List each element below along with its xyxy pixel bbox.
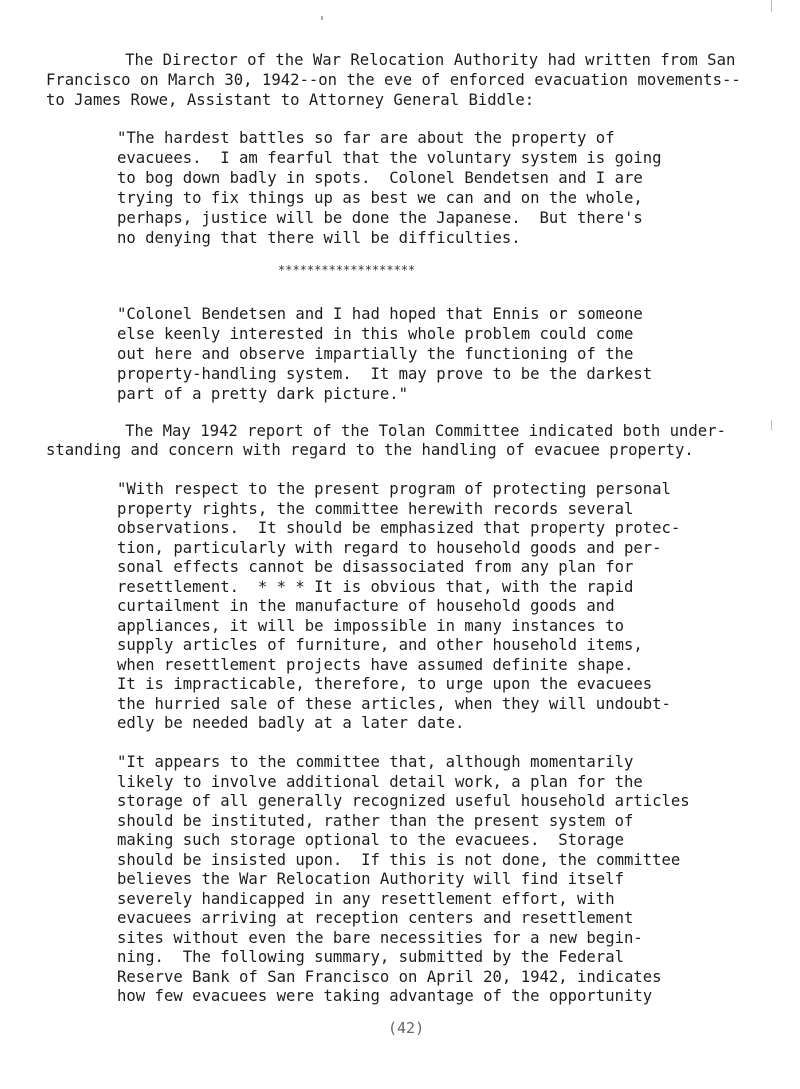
quote1-line-4: trying to fix things up as best we can and on the whole,: [117, 189, 643, 207]
tolan-line-1: The May 1942 report of the Tolan Committee indicated both under-: [50, 422, 726, 440]
quote3-line-11: It is impracticable, therefore, to urge upon the evacuees: [117, 675, 653, 693]
quote2-line-5: part of a pretty dark picture.": [117, 385, 409, 403]
quote4-line-12: Reserve Bank of San Francisco on April 20, 1942, indicates: [117, 968, 662, 986]
quote4-line-3: storage of all generally recognized useful household articles: [117, 792, 690, 810]
quote3-line-5: sonal effects cannot be disassociated from any plan for: [117, 558, 634, 576]
scan-edge-mark: [771, 420, 772, 430]
quote1-line-3: to bog down badly in spots. Colonel Bendetsen and I are: [117, 169, 643, 187]
quote3-line-7: curtailment in the manufacture of household goods and: [117, 597, 615, 615]
tolan-line-2: standing and concern with regard to the handling of evacuee property.: [46, 441, 694, 459]
quote4-line-6: should be insisted upon. If this is not done, the committee: [117, 851, 681, 869]
quote2-line-4: property-handling system. It may prove to be the darkest: [117, 365, 653, 383]
quote4-line-11: ning. The following summary, submitted by the Federal: [117, 948, 624, 966]
intro-line-2: Francisco on March 30, 1942--on the eve of enforced evacuation movements--: [46, 71, 741, 89]
scan-speck: [321, 16, 323, 20]
intro-line-1: The Director of the War Relocation Authority had written from San: [50, 51, 736, 69]
quote3-line-8: appliances, it will be impossible in many instances to: [117, 617, 624, 635]
quote2-line-2: else keenly interested in this whole problem could come: [117, 325, 634, 343]
quote2-line-3: out here and observe impartially the functioning of the: [117, 345, 634, 363]
quote4-line-9: evacuees arriving at reception centers and resettlement: [117, 909, 634, 927]
quote2-line-1: "Colonel Bendetsen and I had hoped that Ennis or someone: [117, 305, 643, 323]
scan-edge-mark: [771, 0, 772, 12]
quote3-line-4: tion, particularly with regard to household goods and per-: [117, 539, 662, 557]
quote4-line-4: should be instituted, rather than the present system of: [117, 812, 634, 830]
quote3-line-13: edly be needed badly at a later date.: [117, 714, 465, 732]
quote4-line-2: likely to involve additional detail work, a plan for the: [117, 773, 643, 791]
quote3-line-10: when resettlement projects have assumed definite shape.: [117, 656, 634, 674]
quote4-line-5: making such storage optional to the evacuees. Storage: [117, 831, 624, 849]
quote1-line-1: "The hardest battles so far are about the property of: [117, 129, 615, 147]
quote1-line-2: evacuees. I am fearful that the voluntary system is going: [117, 149, 662, 167]
quote4-line-1: "It appears to the committee that, although momentarily: [117, 753, 634, 771]
quote3-line-2: property rights, the committee herewith records several: [117, 500, 634, 518]
quote4-line-8: severely handicapped in any resettlement effort, with: [117, 890, 615, 908]
asterisk-separator: *******************: [278, 263, 416, 277]
quote3-line-6: resettlement. * * * It is obvious that, with the rapid: [117, 578, 634, 596]
quote3-line-9: supply articles of furniture, and other household items,: [117, 636, 643, 654]
quote4-line-10: sites without even the bare necessities for a new begin-: [117, 929, 643, 947]
quote3-line-3: observations. It should be emphasized that property protec-: [117, 519, 681, 537]
page-number: (42): [388, 1019, 425, 1037]
intro-line-3: to James Rowe, Assistant to Attorney General Biddle:: [46, 91, 535, 109]
quote4-line-7: believes the War Relocation Authority will find itself: [117, 870, 624, 888]
quote3-line-1: "With respect to the present program of protecting personal: [117, 480, 671, 498]
quote4-line-13: how few evacuees were taking advantage of the opportunity: [117, 987, 653, 1005]
quote1-line-5: perhaps, justice will be done the Japanese. But there's: [117, 209, 643, 227]
quote1-line-6: no denying that there will be difficulties.: [117, 229, 521, 247]
quote3-line-12: the hurried sale of these articles, when they will undoubt-: [117, 695, 671, 713]
